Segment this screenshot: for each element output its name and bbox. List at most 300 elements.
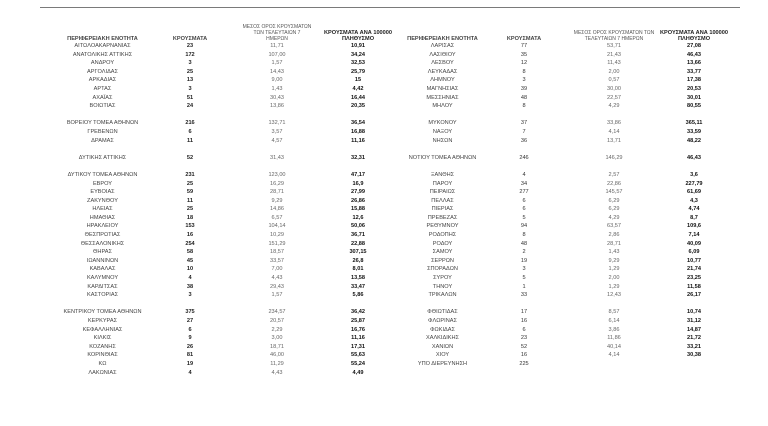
cases-cell: 6 — [188, 326, 192, 333]
region-name-cell: ΑΧΑΪΑΣ — [92, 94, 113, 101]
seven-day-average-cell: 4,14 — [608, 352, 620, 359]
cases-cell: 231 — [185, 171, 195, 178]
table-row — [395, 248, 740, 257]
left-table-header — [40, 22, 400, 42]
cases-per-100k-cell: 34,24 — [351, 51, 365, 58]
cases-cell: 58 — [186, 249, 194, 256]
table-row — [395, 154, 740, 163]
cases-cell: 5 — [522, 214, 526, 221]
table-row — [40, 51, 400, 60]
seven-day-average-cell: 16,29 — [270, 180, 284, 187]
cases-cell: 4 — [188, 369, 192, 376]
seven-day-average-cell: 22,86 — [607, 180, 621, 187]
cases-cell: 12 — [520, 60, 528, 67]
region-name-cell: ΚΑΣΤΟΡΙΑΣ — [86, 292, 119, 299]
table-row — [395, 360, 740, 369]
region-name-cell: ΑΡΚΑΔΙΑΣ — [88, 77, 117, 84]
table-row — [40, 119, 400, 128]
table-row — [395, 308, 740, 317]
region-name-cell: ΥΠΟ ΔΙΕΡΕΥΝΗΣΗ — [417, 360, 468, 367]
cases-cell: 35 — [520, 51, 528, 58]
table-row — [395, 119, 740, 128]
seven-day-average-cell: 11,71 — [270, 43, 284, 49]
cases-per-100k-cell: 55,63 — [351, 352, 365, 359]
table-row — [395, 162, 740, 171]
cases-per-100k-cell: 25,79 — [351, 68, 365, 75]
seven-day-average-cell: 18,71 — [270, 343, 284, 350]
seven-day-average-cell: 9,29 — [271, 197, 283, 204]
region-name-cell: ΑΡΓΟΛΙΔΑΣ — [86, 68, 118, 75]
seven-day-average-cell: 6,29 — [608, 206, 620, 213]
cases-cell: 36 — [520, 137, 528, 144]
cases-per-100k-cell: 11,16 — [351, 335, 365, 342]
seven-day-average-cell: 20,57 — [270, 318, 284, 324]
cases-per-100k-cell: 33,77 — [687, 68, 701, 75]
table-row — [395, 68, 740, 77]
header-cases: ΚΡΟΥΣΜΑΤΑ — [172, 36, 208, 42]
region-name-cell: ΛΑΣΙΘΙΟΥ — [429, 51, 456, 58]
cases-cell: 48 — [520, 240, 528, 247]
cases-per-100k-cell: 11,16 — [351, 137, 365, 144]
region-name-cell: ΣΠΟΡΑΔΩΝ — [427, 266, 458, 273]
table-row — [395, 274, 740, 283]
table-row — [395, 300, 740, 309]
cases-per-100k-cell: 10,74 — [687, 309, 701, 316]
table-row — [395, 240, 740, 249]
table-row — [395, 76, 740, 85]
region-name-cell: ΑΝΑΤΟΛΙΚΗΣ ΑΤΤΙΚΗΣ — [72, 51, 133, 58]
seven-day-average-cell: 1,57 — [271, 60, 283, 67]
table-row — [395, 111, 740, 120]
table-row — [40, 308, 400, 317]
region-name-cell: ΛΑΡΙΣΑΣ — [430, 43, 455, 49]
seven-day-average-cell: 151,29 — [268, 240, 286, 247]
cases-cell: 9 — [188, 335, 192, 342]
table-row — [40, 128, 400, 137]
table-row — [395, 257, 740, 266]
cases-per-100k-cell: 47,17 — [351, 171, 365, 178]
cases-cell: 23 — [186, 43, 194, 49]
cases-per-100k-cell: 50,06 — [351, 223, 365, 230]
seven-day-average-cell: 2,00 — [608, 68, 620, 75]
cases-cell: 27 — [186, 318, 194, 324]
cases-per-100k-cell: 26,86 — [351, 197, 365, 204]
table-row — [40, 231, 400, 240]
cases-cell: 8 — [522, 103, 526, 110]
table-row — [40, 265, 400, 274]
cases-per-100k-cell: 3,6 — [690, 171, 698, 178]
cases-per-100k-cell: 26,8 — [352, 257, 364, 264]
cases-cell: 33 — [520, 292, 528, 299]
seven-day-average-cell: 132,71 — [268, 120, 286, 127]
table-row — [395, 145, 740, 154]
cases-per-100k-cell: 365,11 — [685, 120, 703, 127]
cases-per-100k-cell: 7,14 — [688, 232, 700, 239]
region-name-cell: ΣΥΡΟΥ — [433, 275, 452, 282]
cases-cell: 23 — [520, 335, 528, 342]
table-row — [40, 85, 400, 94]
cases-per-100k-cell: 48,22 — [687, 137, 701, 144]
region-name-cell: ΤΡΙΚΑΛΩΝ — [428, 292, 457, 299]
cases-per-100k-cell: 23,25 — [687, 275, 701, 282]
table-row — [40, 291, 400, 300]
seven-day-average-cell: 29,43 — [270, 283, 284, 290]
region-name-cell: ΣΑΜΟΥ — [432, 249, 453, 256]
cases-cell: 4 — [188, 275, 192, 282]
table-row — [395, 94, 740, 103]
region-name-cell: ΝΑΞΟΥ — [432, 128, 453, 135]
region-name-cell: ΕΥΒΟΙΑΣ — [90, 189, 115, 196]
region-name-cell: ΧΑΛΚΙΔΙΚΗΣ — [425, 335, 459, 342]
cases-cell: 3 — [188, 85, 192, 92]
cases-cell: 38 — [186, 283, 194, 290]
region-name-cell: ΦΛΩΡΙΝΑΣ — [428, 318, 457, 324]
cases-per-100k-cell: 36,71 — [351, 232, 365, 239]
cases-per-100k-cell: 33,59 — [687, 128, 701, 135]
cases-cell: 16 — [520, 318, 528, 324]
cases-per-100k-cell: 15,88 — [351, 206, 365, 213]
region-name-cell: ΗΜΑΘΙΑΣ — [89, 214, 116, 221]
top-rule — [40, 7, 740, 8]
cases-cell: 25 — [186, 206, 194, 213]
cases-per-100k-cell: 27,08 — [687, 43, 701, 49]
seven-day-average-cell: 9,29 — [608, 257, 620, 264]
cases-per-100k-cell: 30,38 — [687, 352, 701, 359]
seven-day-average-cell: 10,29 — [270, 232, 284, 239]
cases-per-100k-cell: 4,42 — [352, 85, 364, 92]
cases-per-100k-cell: 33,47 — [351, 283, 365, 290]
cases-cell: 94 — [520, 223, 528, 230]
seven-day-average-cell: 4,43 — [271, 369, 283, 376]
table-row — [395, 291, 740, 300]
cases-per-100k-cell: 4,49 — [352, 369, 364, 376]
region-name-cell: ΝΟΤΙΟΥ ΤΟΜΕΑ ΑΘΗΝΩΝ — [408, 154, 477, 161]
seven-day-average-cell: 1,43 — [271, 85, 283, 92]
cases-cell: 34 — [520, 180, 528, 187]
cases-cell: 39 — [520, 85, 528, 92]
cases-cell: 4 — [522, 171, 526, 178]
table-row — [395, 128, 740, 137]
cases-per-100k-cell: 12,6 — [352, 214, 364, 221]
region-name-cell: ΝΗΣΩΝ — [432, 137, 453, 144]
seven-day-average-cell: 0,57 — [608, 77, 620, 84]
seven-day-average-cell: 13,71 — [607, 137, 621, 144]
cases-cell: 16 — [186, 232, 194, 239]
cases-per-100k-cell: 16,44 — [351, 94, 365, 101]
region-name-cell: ΖΑΚΥΝΘΟΥ — [87, 197, 118, 204]
header-cases: ΚΡΟΥΣΜΑΤΑ — [506, 36, 542, 42]
seven-day-average-cell: 11,29 — [270, 360, 284, 367]
table-row — [40, 240, 400, 249]
table-row — [40, 111, 400, 120]
region-name-cell: ΚΙΛΚΙΣ — [93, 335, 112, 342]
cases-cell: 3 — [522, 77, 526, 84]
cases-per-100k-cell: 80,55 — [687, 103, 701, 110]
seven-day-average-cell: 53,71 — [607, 43, 621, 49]
region-name-cell: ΠΕΛΛΑΣ — [431, 197, 454, 204]
seven-day-average-cell: 11,43 — [607, 60, 621, 67]
cases-per-100k-cell: 10,77 — [687, 257, 701, 264]
seven-day-average-cell: 4,43 — [271, 275, 283, 282]
region-name-cell: ΑΝΔΡΟΥ — [90, 60, 115, 67]
cases-cell: 24 — [186, 103, 194, 110]
cases-cell: 77 — [520, 43, 528, 49]
seven-day-average-cell: 30,43 — [270, 94, 284, 101]
cases-cell: 52 — [186, 154, 194, 161]
seven-day-average-cell: 22,57 — [607, 94, 621, 101]
seven-day-average-cell: 2,86 — [608, 232, 620, 239]
table-row — [40, 326, 400, 335]
left-table — [40, 22, 400, 377]
cases-per-100k-cell: 22,88 — [351, 240, 365, 247]
seven-day-average-cell: 14,43 — [270, 68, 284, 75]
seven-day-average-cell: 18,57 — [270, 249, 284, 256]
region-name-cell: ΒΟΡΕΙΟΥ ΤΟΜΕΑ ΑΘΗΝΩΝ — [66, 120, 139, 127]
region-name-cell: ΗΡΑΚΛΕΙΟΥ — [86, 223, 119, 230]
table-row — [395, 343, 740, 352]
header-seven-day-average: ΜΕΣΟΣ ΟΡΟΣ ΚΡΟΥΣΜΑΤΩΝ ΤΩΝ ΤΕΛΕΥΤΑΙΩΝ 7 ΗΜΕΡΩΝ — [242, 24, 312, 42]
cases-per-100k-cell: 46,43 — [687, 51, 701, 58]
seven-day-average-cell: 1,43 — [608, 249, 620, 256]
region-name-cell: ΞΑΝΘΗΣ — [430, 171, 455, 178]
seven-day-average-cell: 4,14 — [608, 128, 620, 135]
cases-cell: 277 — [519, 189, 529, 196]
cases-cell: 19 — [186, 360, 194, 367]
cases-per-100k-cell: 6,09 — [688, 249, 700, 256]
table-row — [40, 154, 400, 163]
table-row — [40, 137, 400, 146]
table-row — [395, 334, 740, 343]
table-row — [40, 300, 400, 309]
seven-day-average-cell: 2,00 — [608, 275, 620, 282]
seven-day-average-cell: 4,29 — [608, 103, 620, 110]
seven-day-average-cell: 4,29 — [608, 214, 620, 221]
region-name-cell: ΛΑΚΩΝΙΑΣ — [88, 369, 117, 376]
table-row — [395, 42, 740, 51]
header-cases-per-100k: ΚΡΟΥΣΜΑΤΑ ΑΝΑ 100000 ΠΛΗΘΥΣΜΟ — [659, 30, 728, 42]
cases-cell: 8 — [522, 232, 526, 239]
table-row — [395, 171, 740, 180]
cases-per-100k-cell: 55,24 — [351, 360, 365, 367]
seven-day-average-cell: 40,14 — [607, 343, 621, 350]
cases-cell: 26 — [186, 343, 194, 350]
seven-day-average-cell: 33,86 — [607, 120, 621, 127]
table-row — [40, 180, 400, 189]
region-name-cell: ΠΡΕΒΕΖΑΣ — [427, 214, 458, 221]
region-name-cell: ΓΡΕΒΕΝΩΝ — [87, 128, 118, 135]
table-row — [395, 137, 740, 146]
region-name-cell: ΘΕΣΠΡΩΤΙΑΣ — [84, 232, 121, 239]
seven-day-average-cell: 63,57 — [607, 223, 621, 230]
cases-cell: 81 — [186, 352, 194, 359]
cases-per-100k-cell: 13,66 — [687, 60, 701, 67]
seven-day-average-cell: 46,00 — [270, 352, 284, 359]
cases-cell: 6 — [522, 326, 526, 333]
region-name-cell: ΡΟΔΟΥ — [432, 240, 453, 247]
table-row — [40, 162, 400, 171]
seven-day-average-cell: 21,43 — [607, 51, 621, 58]
table-row — [395, 188, 740, 197]
table-row — [40, 59, 400, 68]
region-name-cell: ΛΕΣΒΟΥ — [431, 60, 454, 67]
table-row — [395, 102, 740, 111]
cases-per-100k-cell: 15 — [354, 77, 362, 84]
region-name-cell: ΧΑΝΙΩΝ — [431, 343, 454, 350]
region-name-cell: ΚΩ — [98, 360, 107, 367]
cases-cell: 52 — [520, 343, 528, 350]
table-row — [40, 94, 400, 103]
cases-cell: 6 — [522, 197, 526, 204]
seven-day-average-cell: 6,29 — [608, 197, 620, 204]
region-name-cell: ΚΟΖΑΝΗΣ — [89, 343, 116, 350]
cases-cell: 11 — [187, 137, 193, 144]
region-name-cell: ΛΗΜΝΟΥ — [430, 77, 455, 84]
cases-per-100k-cell: 10,91 — [351, 43, 365, 49]
region-name-cell: ΠΙΕΡΙΑΣ — [431, 206, 454, 213]
table-row — [395, 222, 740, 231]
seven-day-average-cell: 123,00 — [268, 171, 286, 178]
seven-day-average-cell: 3,00 — [271, 335, 283, 342]
region-name-cell: ΦΘΙΩΤΙΔΑΣ — [427, 309, 458, 316]
right-table-body — [395, 42, 740, 369]
cases-per-100k-cell: 16,88 — [351, 128, 365, 135]
cases-per-100k-cell: 14,87 — [687, 326, 701, 333]
cases-per-100k-cell: 26,17 — [687, 292, 701, 299]
cases-cell: 25 — [186, 68, 194, 75]
seven-day-average-cell: 2,57 — [608, 171, 620, 178]
table-row — [395, 265, 740, 274]
cases-per-100k-cell: 4,74 — [688, 206, 700, 213]
cases-per-100k-cell: 20,53 — [687, 85, 701, 92]
seven-day-average-cell: 1,29 — [608, 266, 620, 273]
cases-cell: 45 — [186, 257, 194, 264]
table-row — [395, 197, 740, 206]
cases-cell: 51 — [186, 94, 194, 101]
cases-cell: 13 — [186, 77, 194, 84]
region-name-cell: ΚΕΡΚΥΡΑΣ — [87, 318, 118, 324]
region-name-cell: ΚΑΒΑΛΑΣ — [89, 266, 116, 273]
cases-cell: 6 — [188, 128, 192, 135]
table-row — [40, 222, 400, 231]
table-row — [395, 85, 740, 94]
region-name-cell: ΒΟΙΩΤΙΑΣ — [89, 103, 116, 110]
seven-day-average-cell: 31,43 — [270, 154, 284, 161]
region-name-cell: ΔΥΤΙΚΗΣ ΑΤΤΙΚΗΣ — [78, 154, 127, 161]
region-name-cell: ΘΗΡΑΣ — [93, 249, 112, 256]
cases-cell: 3 — [522, 266, 526, 273]
seven-day-average-cell: 13,86 — [270, 103, 284, 110]
table-row — [395, 59, 740, 68]
region-name-cell: ΜΕΣΣΗΝΙΑΣ — [426, 94, 459, 101]
table-row — [40, 205, 400, 214]
table-row — [40, 188, 400, 197]
table-row — [40, 76, 400, 85]
cases-per-100k-cell: 13,58 — [351, 275, 365, 282]
seven-day-average-cell: 12,43 — [607, 292, 621, 299]
cases-per-100k-cell: 36,54 — [351, 120, 365, 127]
cases-cell: 225 — [519, 360, 529, 367]
region-name-cell: ΠΕΙΡΑΙΩΣ — [429, 189, 456, 196]
cases-per-100k-cell: 16,9 — [352, 180, 364, 187]
seven-day-average-cell: 9,00 — [271, 77, 283, 84]
cases-cell: 8 — [522, 68, 526, 75]
region-name-cell: ΛΕΥΚΑΔΑΣ — [427, 68, 458, 75]
table-row — [40, 248, 400, 257]
table-row — [40, 257, 400, 266]
region-name-cell: ΕΒΡΟΥ — [92, 180, 113, 187]
table-row — [395, 180, 740, 189]
seven-day-average-cell: 146,29 — [605, 154, 623, 161]
cases-cell: 19 — [520, 257, 528, 264]
cases-per-100k-cell: 8,01 — [352, 266, 364, 273]
region-name-cell: ΔΥΤΙΚΟΥ ΤΟΜΕΑ ΑΘΗΝΩΝ — [67, 171, 138, 178]
table-row — [40, 369, 400, 378]
seven-day-average-cell: 6,14 — [608, 318, 620, 324]
cases-per-100k-cell: 46,43 — [687, 154, 701, 161]
table-row — [395, 326, 740, 335]
region-name-cell: ΜΑΓΝΗΣΙΑΣ — [426, 85, 459, 92]
cases-cell: 7 — [522, 128, 526, 135]
region-name-cell: ΚΑΛΥΜΝΟΥ — [86, 275, 119, 282]
cases-cell: 6 — [522, 206, 526, 213]
seven-day-average-cell: 33,57 — [270, 257, 284, 264]
cases-per-100k-cell: 5,86 — [352, 292, 364, 299]
cases-cell: 5 — [522, 275, 526, 282]
cases-per-100k-cell: 40,09 — [687, 240, 701, 247]
table-row — [395, 351, 740, 360]
table-row — [40, 334, 400, 343]
region-name-cell: ΤΗΝΟΥ — [432, 283, 453, 290]
seven-day-average-cell: 28,71 — [607, 240, 621, 247]
seven-day-average-cell: 28,71 — [270, 189, 284, 196]
right-table-header — [395, 22, 740, 42]
table-row — [40, 317, 400, 326]
seven-day-average-cell: 234,57 — [268, 309, 286, 316]
cases-cell: 3 — [188, 292, 192, 299]
region-name-cell: ΚΟΡΙΝΘΙΑΣ — [87, 352, 118, 359]
region-name-cell: ΡΕΘΥΜΝΟΥ — [426, 223, 459, 230]
seven-day-average-cell: 8,57 — [608, 309, 620, 316]
region-name-cell: ΣΕΡΡΩΝ — [431, 257, 454, 264]
cases-cell: 37 — [520, 120, 528, 127]
cases-cell: 59 — [186, 189, 194, 196]
cases-per-100k-cell: 32,53 — [351, 60, 365, 67]
table-row — [40, 197, 400, 206]
seven-day-average-cell: 3,57 — [271, 128, 283, 135]
seven-day-average-cell: 1,29 — [608, 283, 620, 290]
cases-cell: 10 — [186, 266, 194, 273]
region-name-cell: ΑΡΤΑΣ — [93, 85, 112, 92]
left-table-body — [40, 42, 400, 377]
region-name-cell: ΚΕΝΤΡΙΚΟΥ ΤΟΜΕΑ ΑΘΗΝΩΝ — [63, 309, 142, 316]
cases-cell: 216 — [185, 120, 195, 127]
cases-per-100k-cell: 307,15 — [349, 249, 367, 256]
cases-per-100k-cell: 109,6 — [687, 223, 701, 230]
cases-cell: 1 — [522, 283, 526, 290]
cases-cell: 2 — [522, 249, 526, 256]
header-cases-per-100k: ΚΡΟΥΣΜΑΤΑ ΑΝΑ 100000 ΠΛΗΘΥΣΜΟ — [323, 30, 392, 42]
region-name-cell: ΧΙΟΥ — [435, 352, 450, 359]
cases-per-100k-cell: 31,12 — [687, 318, 701, 324]
region-name-cell: ΔΡΑΜΑΣ — [91, 137, 114, 144]
seven-day-average-cell: 11,86 — [607, 335, 621, 342]
cases-cell: 3 — [188, 60, 192, 67]
cases-per-100k-cell: 25,87 — [351, 318, 365, 324]
seven-day-average-cell: 30,00 — [607, 85, 621, 92]
table-row — [40, 102, 400, 111]
cases-per-100k-cell: 17,38 — [687, 77, 701, 84]
seven-day-average-cell: 4,57 — [271, 137, 283, 144]
